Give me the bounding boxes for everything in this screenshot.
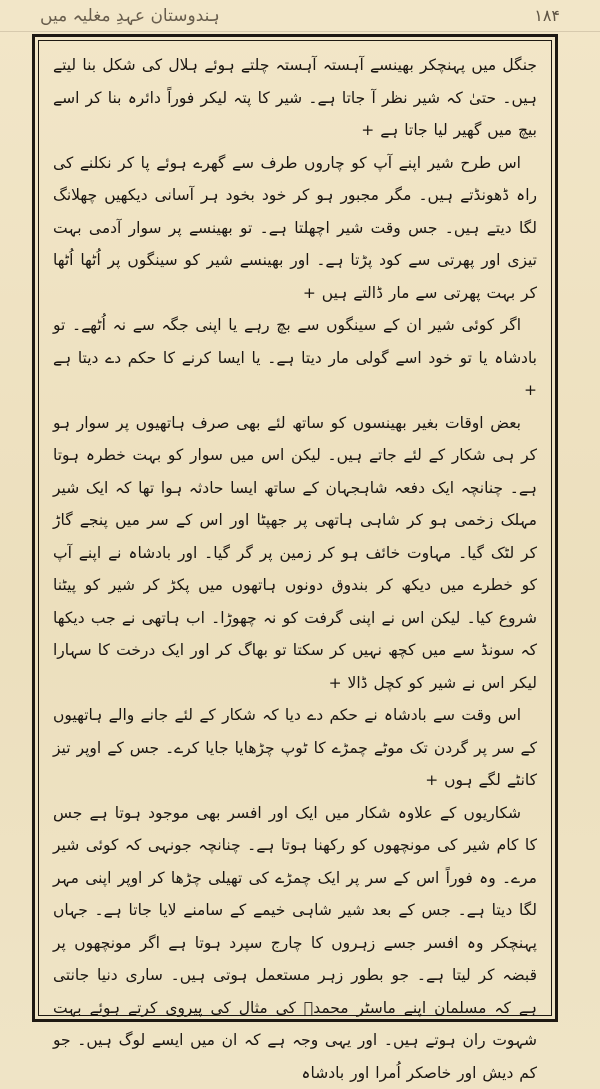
text-frame-inner <box>38 40 552 1016</box>
text-frame <box>32 34 558 1022</box>
running-head-title: ہندوستان عہدِ مغلیہ میں <box>40 5 220 26</box>
paragraph: جنگل میں پہنچکر بھینسے آہستہ آہستہ چلتے ہوئے ہلال کی شکل بنا لیتے ہیں۔ حتیٰ کہ شیر نظر آ جاتا ہے۔ شیر کا پتہ لیکر فوراً دائرہ بنا کر اسے بیچ میں گھیر لیا جاتا ہے + <box>53 49 537 147</box>
paragraph: اس وقت سے بادشاہ نے حکم دے دیا کہ شکار کے لئے جانے والے ہاتھیوں کے سر پر گردن تک موٹے چمڑے کا ٹوپ چڑھایا جایا کرے۔ جس کے اوپر تیز کانٹے لگے ہوں + <box>53 699 537 797</box>
running-head <box>0 0 600 32</box>
paragraph: اگر کوئی شیر ان کے سینگوں سے بچ رہے یا اپنی جگہ سے نہ اُٹھے۔ تو بادشاہ یا تو خود اسے گولی مار دیتا ہے۔ یا ایسا کرنے کا حکم دے دیتا ہے + <box>53 309 537 407</box>
body-text <box>53 49 537 1089</box>
paragraph: بعض اوقات بغیر بھینسوں کو ساتھ لئے بھی صرف ہاتھیوں پر سوار ہو کر ہی شکار کے لئے جاتے ہیں۔ لیکن اس میں سوار کو بہت خطرہ ہوتا ہے۔ چنانچہ ایک دفعہ شاہجہان کے ساتھ ایسا حادثہ ہوا تھا کہ ایک شیر مہلک زخمی ہو کر شاہی ہاتھی پر جھپٹا اور اس کے سر میں پنجے گاڑ کر لٹک گیا۔ مہاوت خائف ہو کر زمین پر گر گیا۔ اور بادشاہ نے اپنے آپ کو خطرے میں دیکھ کر بندوق دونوں ہاتھوں میں پکڑ کر شیر کو پیٹنا شروع کیا۔ لیکن اس نے اپنی گرفت کو نہ چھوڑا۔ اب ہاتھی نے جب دیکھا کہ سونڈ سے میں کچھ نہیں کر سکتا تو بھاگ کر اور ایک درخت کا سہارا لیکر اس نے شیر کو کچل ڈالا + <box>53 407 537 700</box>
page-number: ۱۸۴ <box>534 6 560 25</box>
paragraph: اس طرح شیر اپنے آپ کو چاروں طرف سے گھرے ہوئے پا کر نکلنے کی راہ ڈھونڈتے ہیں۔ مگر مجبور ہو کر خود بخود ہر آسانی دیکھیں چھلانگ لگا دیتے ہیں۔ جس وقت شیر اچھلتا ہے۔ تو بھینسے پر سوار آدمی بہت تیزی اور پھرتی سے کود پڑتا ہے۔ اور بھینسے شیر کو سینگوں پر اُٹھا اُٹھا کر بہت پھرتی سے مار ڈالتے ہیں + <box>53 147 537 310</box>
paragraph: شکاریوں کے علاوہ شکار میں ایک اور افسر بھی موجود ہوتا ہے جس کا کام شیر کی مونچھوں کو رکھنا ہوتا ہے۔ چنانچہ جونہی کہ کوئی شیر مرے۔ وہ فوراً اس کے سر پر ایک چمڑے کی تھیلی چڑھا کر اوپر اپنی مہر لگا دیتا ہے۔ جس کے بعد شیر شاہی خیمے کے سامنے لایا جاتا ہے۔ جہاں پہنچکر وہ افسر جسے زہروں کا چارج سپرد ہوتا ہے اگر مونچھوں پر قبضہ کر لیتا ہے۔ جو بطور زہر مستعمل ہوتی ہیں۔ ساری دنیا جانتی ہے کہ مسلمان اپنے ماسٹر محمدؐ کی مثال کی پیروی کرتے ہوئے بہت شہوت ران ہوتے ہیں۔ اور یہی وجہ ہے کہ ان میں ایسے لوگ ہیں۔ جو کم دیش اور خاصکر اُمرا اور بادشاہ <box>53 797 537 1089</box>
